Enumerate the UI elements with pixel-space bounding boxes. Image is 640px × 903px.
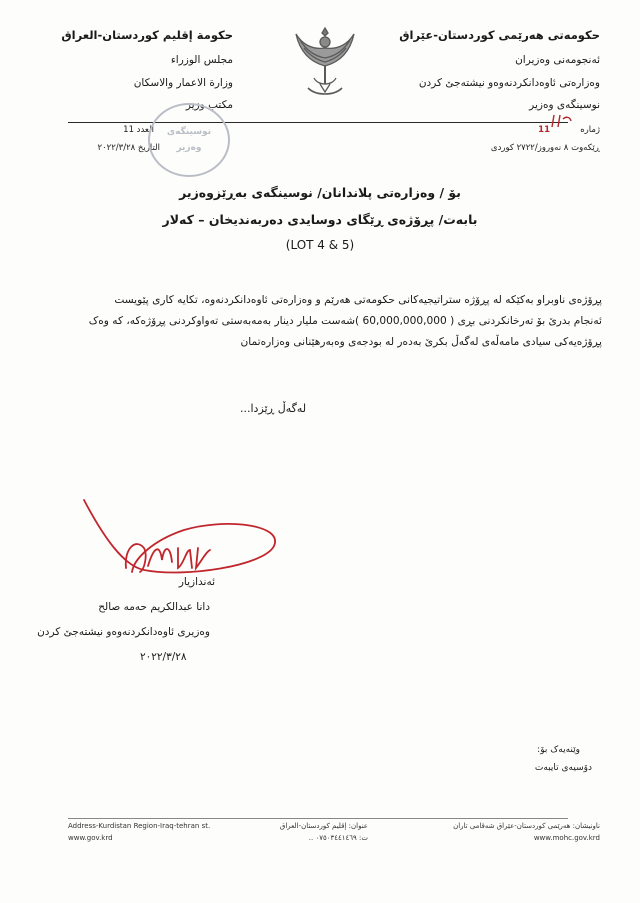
footer-website-ku: www.mohc.gov.krd bbox=[533, 834, 600, 842]
signature-date: ٢٠٢٢/٣/٢٨ bbox=[140, 651, 187, 663]
signer-name: دانا عبدالكريم حەمە صالح bbox=[98, 601, 210, 613]
footer-address-en: Address-Kurdistan Region-Iraq-tehran st. bbox=[68, 822, 211, 830]
signer-label: ئەندازیار bbox=[178, 576, 215, 588]
stamp-line-1: نوسینگەی bbox=[166, 127, 212, 137]
body-line-1: پڕۆژەی ناوبراو بەکێکە لە پڕۆژە ستراتیجیەکانی حکومەتی هەرێم و وەزارەتی ئاوەدانکردنەوە، تکایە کاری پێویست bbox=[114, 294, 602, 306]
signer-title: وەزیری ئاوەدانکردنەوەو نیشتەجێ کردن bbox=[37, 626, 210, 638]
number-left: العدد 11 bbox=[123, 125, 154, 135]
subject-line: بابەت/ پڕۆژەی ڕێگای دوسایدی دەربەندیخان – کەلار bbox=[162, 212, 478, 227]
header-right-ministry: وەزارەتی ئاوەدانکردنەوەو نیشتەجێ کردن bbox=[418, 77, 600, 89]
number-label-right: ژمارە bbox=[580, 125, 600, 135]
closing-line: لەگەڵ ڕێزدا... bbox=[240, 402, 307, 415]
stamp-line-2: وەزیر bbox=[176, 143, 202, 153]
header-left-ministry: وزارة الاعمار والاسكان bbox=[133, 77, 233, 89]
date-left: التاريخ ٢٠٢٢/٣/٢٨ bbox=[97, 143, 160, 153]
handwritten-signature-icon bbox=[74, 488, 284, 588]
office-stamp bbox=[148, 103, 230, 177]
copies-heading: وێنەیەک بۆ: bbox=[537, 745, 580, 755]
header-right-government: حکومەتی هەرێمی کوردستان-عێراق bbox=[399, 28, 600, 42]
body-line-3: پڕۆژەیەکی سیادی مامەڵەی لەگەڵ بکرێ بەدەر لە بودجەی وەبەرهێنانی وەزارەتمان bbox=[240, 336, 602, 348]
recipient-line: بۆ / وەزارەتی پلاندانان/ نوسینگەی بەڕێزوەزیر bbox=[179, 185, 461, 200]
date-right: ڕێکەوت ٨ نەوروز/٢٧٢٢ كوردی bbox=[490, 143, 600, 153]
footer-address-ku: ناونیشان: هەرێمی کوردستان-عێراق شەقامی تاران bbox=[453, 822, 600, 830]
footer-phone-ar: ت: ٠٧٥٠٣٤٤١٤٦٩ .. bbox=[308, 834, 368, 842]
footer-divider bbox=[68, 818, 568, 819]
header-left-council: مجلس الوزراء bbox=[170, 54, 233, 66]
header-right-office: نوسینگەی وەزیر bbox=[529, 99, 600, 111]
lot-line: (LOT 4 & 5) bbox=[285, 238, 355, 252]
handwritten-number-icon bbox=[548, 113, 574, 129]
header-right-council: ئەنجومەنی وەزیران bbox=[515, 54, 600, 66]
body-line-2: ئەنجام بدرێ بۆ تەرخانکردنی بڕی ( 60,000,000,000 )شەست ملیار دینار بەمەبەستی تەواوکردنی پڕۆژەکە، کە وەک bbox=[88, 315, 602, 327]
header-left-government: حكومة إقليم كوردستان-العراق bbox=[61, 28, 233, 42]
footer-website-en: www.gov.krd bbox=[68, 834, 113, 842]
number-value-right: 11 bbox=[538, 125, 550, 135]
copies-item-1: دۆسیەی تایبەت bbox=[534, 763, 592, 773]
header-left-office: مكتب وزير bbox=[185, 99, 233, 111]
footer-address-ar: عنوان: إقليم كوردستان-العراق bbox=[279, 822, 368, 830]
header-divider bbox=[68, 122, 568, 123]
kurdistan-emblem-icon bbox=[290, 22, 360, 104]
